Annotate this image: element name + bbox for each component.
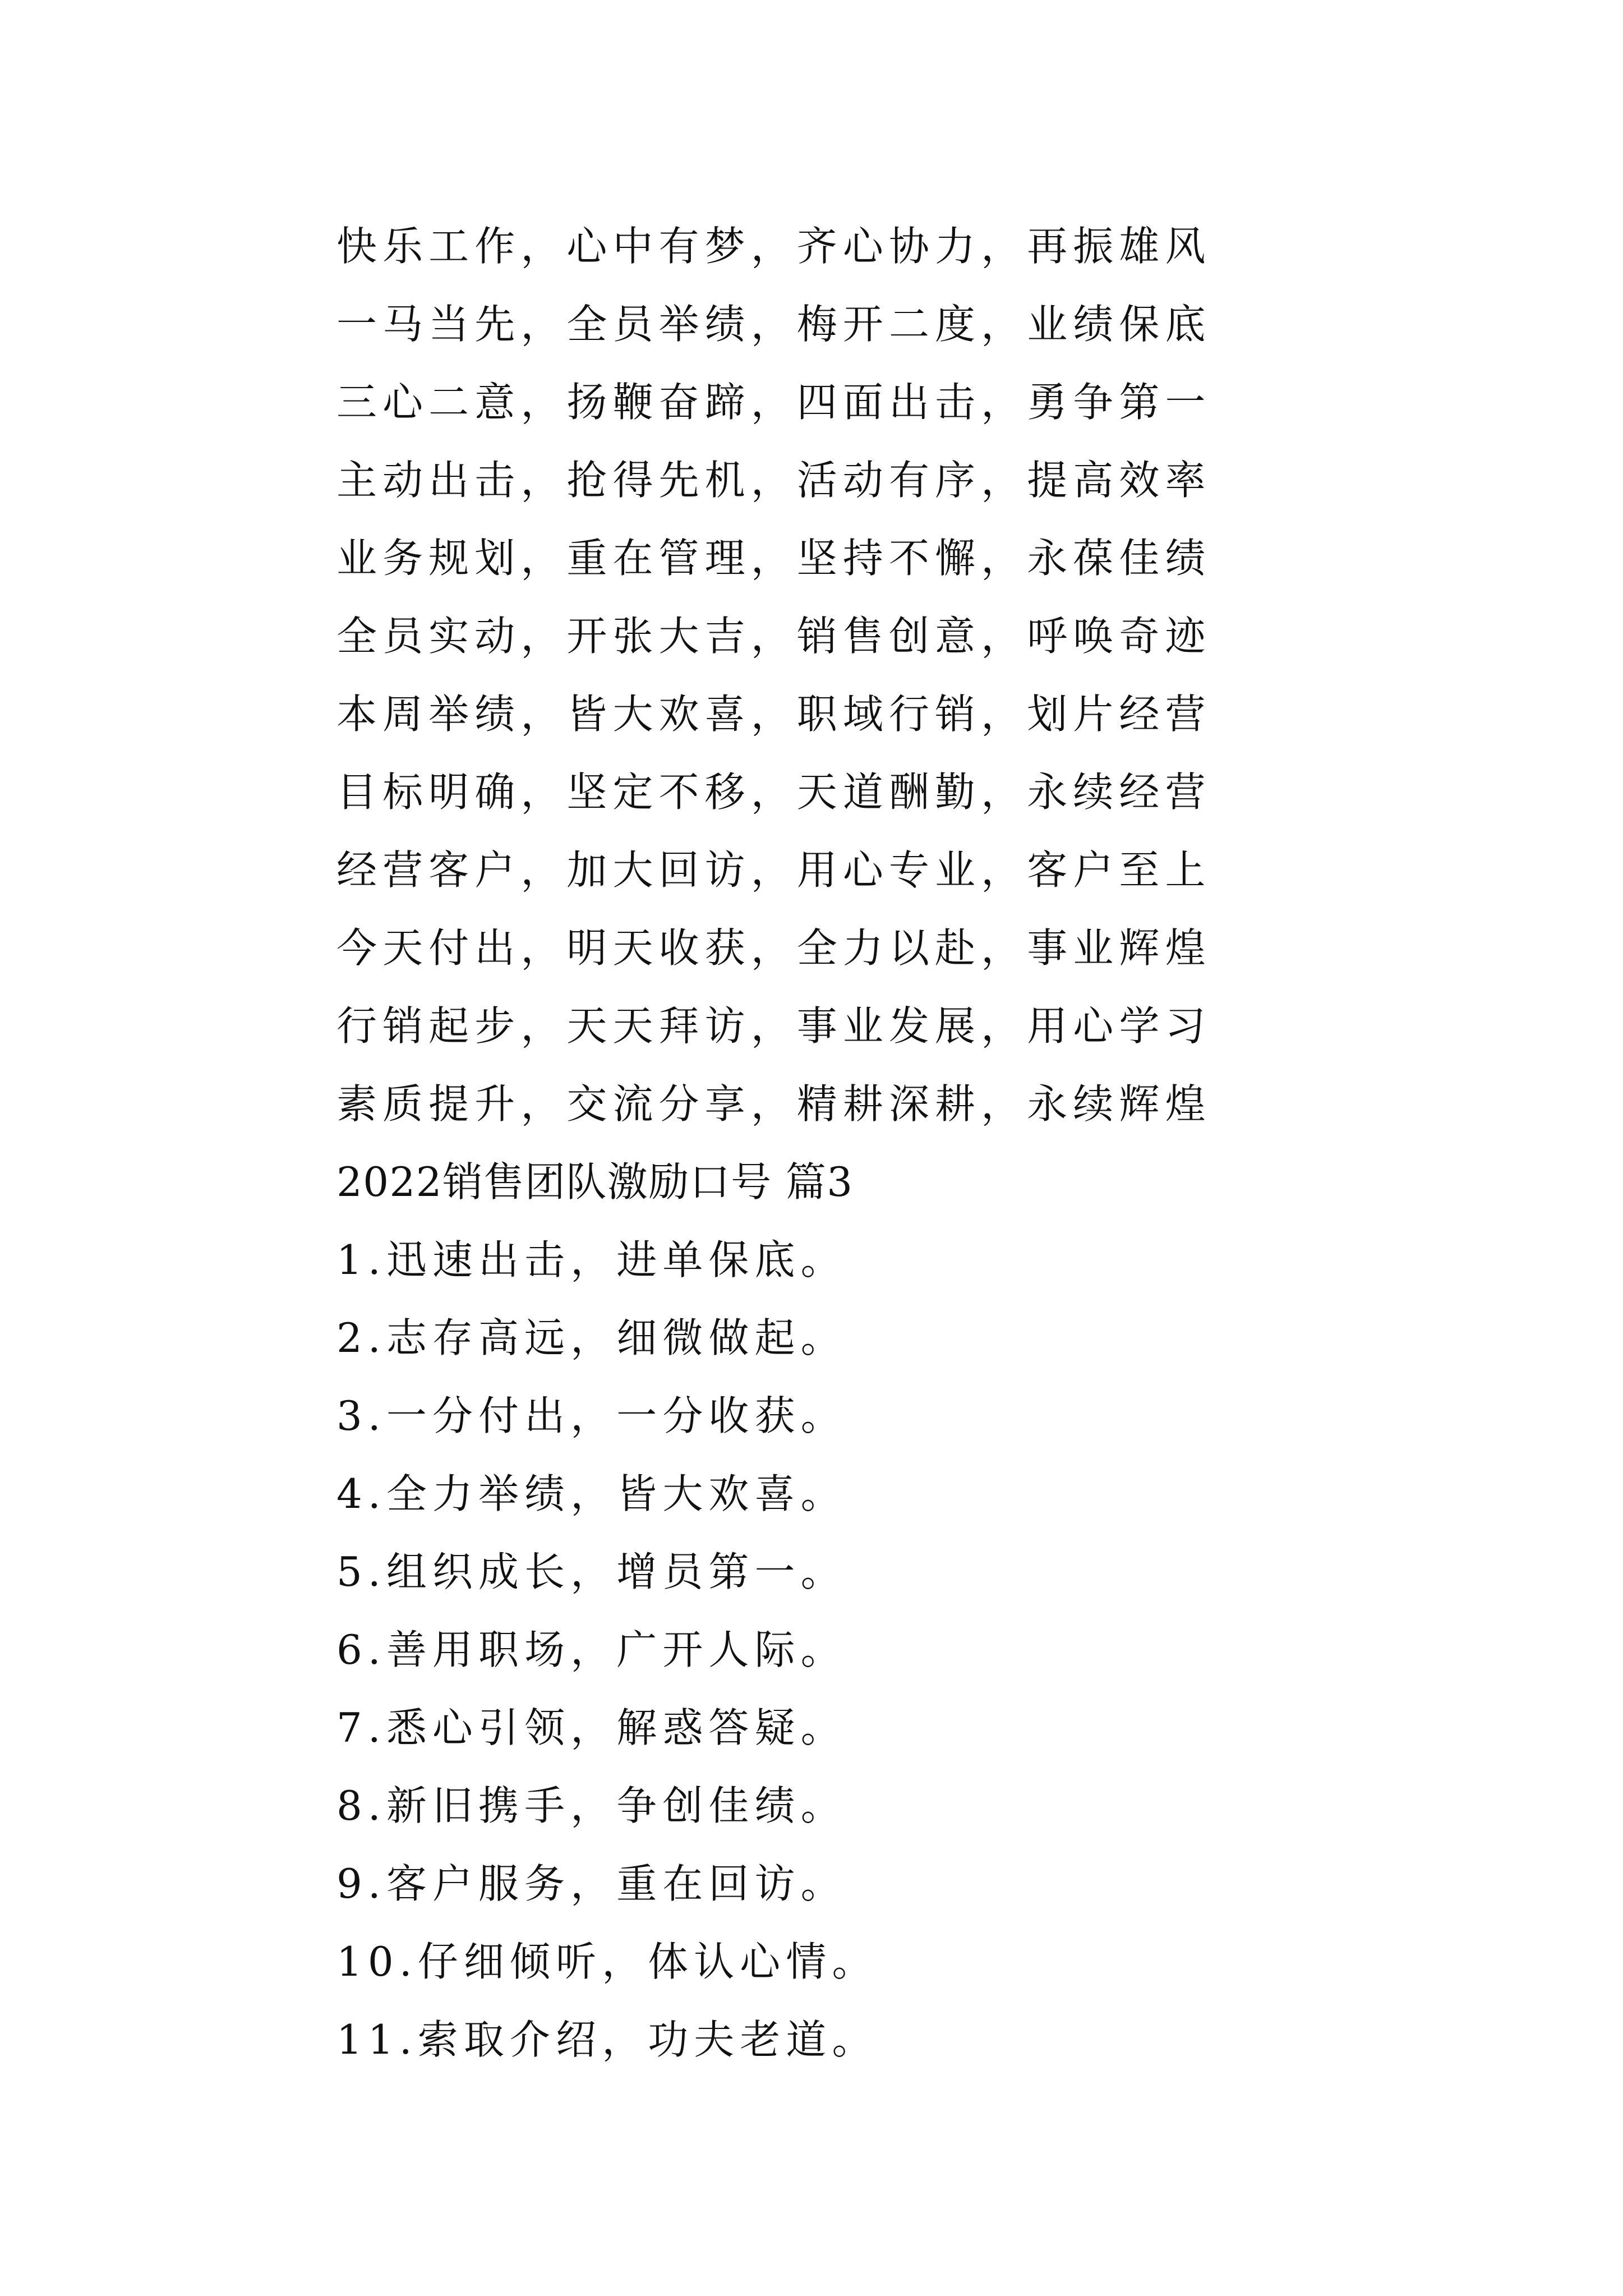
slogan-line: 今天付出，明天收获，全力以赴，事业辉煌 [336,924,1211,972]
slogan-line: 一马当先，全员举绩，梅开二度，业绩保底 [336,301,1211,348]
slogan-line: 本周举绩，皆大欢喜，职域行销，划片经营 [336,691,1211,738]
slogan-line: 快乐工作，心中有梦，齐心协力，再振雄风 [336,223,1211,270]
numbered-item: 1.迅速出击，进单保底。 [336,1236,847,1283]
slogan-line: 行销起步，天天拜访，事业发展，用心学习 [336,1002,1211,1050]
slogan-line: 业务规划，重在管理，坚持不懈，永葆佳绩 [336,535,1211,582]
slogan-line: 目标明确，坚定不移，天道酬勤，永续经营 [336,769,1211,816]
numbered-item: 6.善用职场，广开人际。 [336,1626,847,1673]
slogan-line: 三心二意，扬鞭奋蹄，四面出击，勇争第一 [336,379,1211,426]
numbered-item: 2.志存高远，细微做起。 [336,1314,847,1361]
numbered-item: 7.悉心引领，解惑答疑。 [336,1704,847,1751]
numbered-item: 5.组织成长，增员第一。 [336,1548,847,1595]
numbered-item: 4.全力举绩，皆大欢喜。 [336,1470,847,1517]
numbered-item: 8.新旧携手，争创佳绩。 [336,1782,847,1829]
numbered-item: 3.一分付出，一分收获。 [336,1392,847,1439]
numbered-item: 10.仔细倾听，体认心情。 [336,1938,878,1985]
slogan-line: 素质提升，交流分享，精耕深耕，永续辉煌 [336,1080,1211,1128]
slogan-line: 全员实动，开张大吉，销售创意，呼唤奇迹 [336,613,1211,660]
numbered-item: 9.客户服务，重在回访。 [336,1860,847,1907]
slogan-line: 经营客户，加大回访，用心专业，客户至上 [336,846,1211,894]
section-heading: 2022销售团队激励口号 篇3 [336,1158,854,1205]
slogan-line: 主动出击，抢得先机，活动有序，提高效率 [336,457,1211,504]
document-body [336,208,1211,2079]
numbered-item: 11.索取介绍，功夫老道。 [336,2016,878,2063]
